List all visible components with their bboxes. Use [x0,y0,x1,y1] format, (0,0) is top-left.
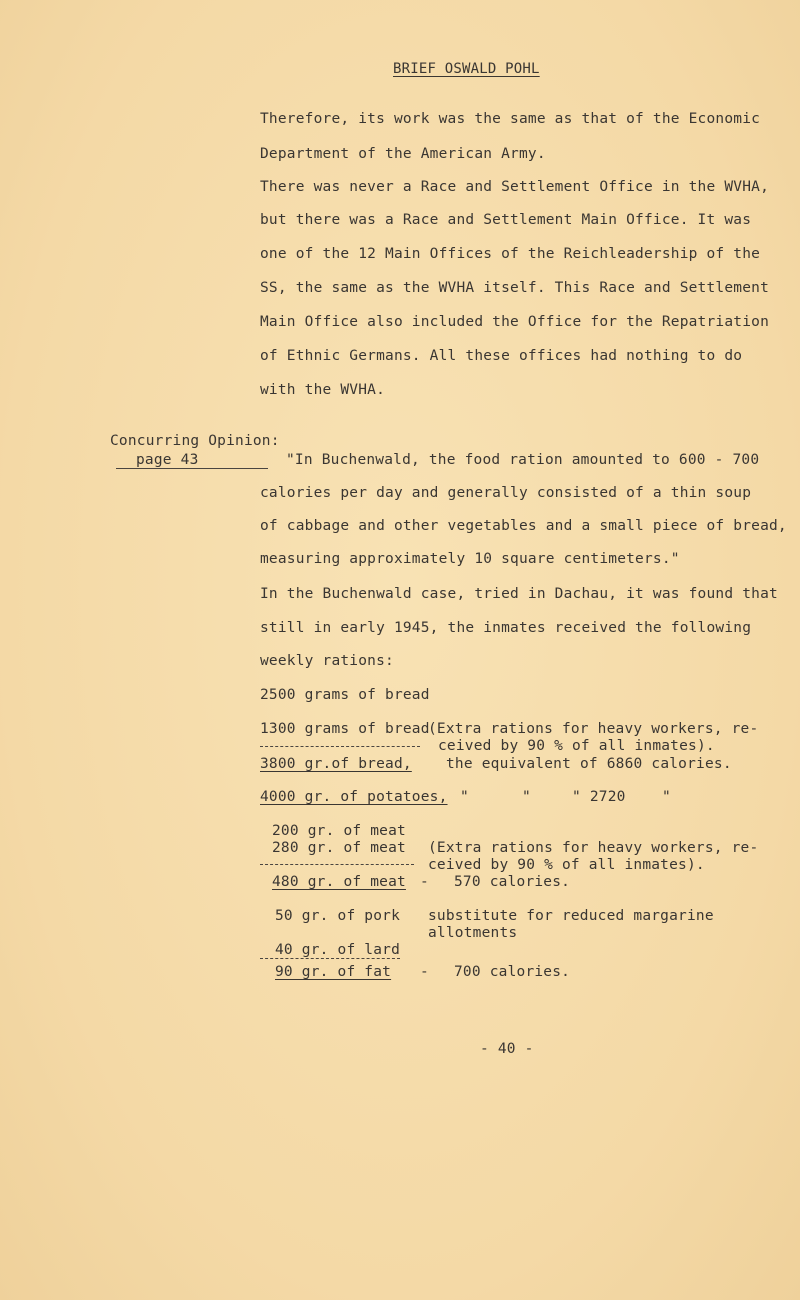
fat-equivalent: 700 calories. [454,964,571,980]
intro-line: There was never a Race and Settlement Office in the WVHA, [260,179,769,195]
bread-note-line-2: ceived by 90 % of all inmates). [438,738,715,754]
ration-meat-2: 280 gr. of meat [272,840,406,856]
intro-line: SS, the same as the WVHA itself. This Race and Settlement [260,280,769,296]
intro-line: but there was a Race and Settlement Main Office. It was [260,212,752,228]
ration-bread-2: 1300 grams of bread [260,721,430,737]
bread-note-line-1: (Extra rations for heavy workers, re- [428,721,759,737]
fat-dash: - [420,964,429,980]
page-reference-underline [116,468,268,469]
intro-line: of Ethnic Germans. All these offices had nothing to do [260,348,743,364]
ditto-mark: " [522,789,531,805]
page-number: - 40 - [480,1041,534,1057]
document-title: BRIEF OSWALD POHL [393,61,540,77]
quote-line: weekly rations: [260,653,394,669]
intro-line: Main Office also included the Office for the Repatriation [260,314,769,330]
meat-note-line-1: (Extra rations for heavy workers, re- [428,840,759,856]
page-reference: page 43 [136,452,199,468]
quote-line: In the Buchenwald case, tried in Dachau, it was found that [260,586,778,602]
meat-equivalent: 570 calories. [454,874,571,890]
pork-note-line-1: substitute for reduced margarine [428,908,714,924]
ration-lard: 40 gr. of lard [275,942,401,958]
meat-total: 480 gr. of meat [272,874,406,890]
quote-line: of cabbage and other vegetables and a small piece of bread, [260,518,787,534]
ditto-mark: " [460,789,469,805]
intro-line: with the WVHA. [260,382,386,398]
bread-equivalent: the equivalent of 6860 calories. [446,756,732,772]
ration-meat-1: 200 gr. of meat [272,823,406,839]
quote-line: calories per day and generally consisted of a thin soup [260,485,752,501]
fat-total: 90 gr. of fat [275,964,392,980]
intro-line: one of the 12 Main Offices of the Reichleadership of the [260,246,761,262]
ditto-mark: " [662,789,671,805]
ration-potatoes: 4000 gr. of potatoes, [260,789,448,805]
intro-line: Department of the American Army. [260,146,546,162]
bread-separator [260,746,420,747]
quote-line: measuring approximately 10 square centimeters." [260,551,680,567]
ration-bread-1: 2500 grams of bread [260,687,430,703]
meat-separator [260,864,414,865]
meat-note-line-2: ceived by 90 % of all inmates). [428,857,705,873]
ration-pork: 50 gr. of pork [275,908,401,924]
potato-calories: " 2720 [572,789,626,805]
intro-line: Therefore, its work was the same as that of the Economic [260,111,761,127]
quote-line: "In Buchenwald, the food ration amounted to 600 - 700 [286,452,760,468]
meat-dash: - [420,874,429,890]
pork-note-line-2: allotments [428,925,518,941]
quote-line: still in early 1945, the inmates received the following [260,620,752,636]
lard-underline [260,958,400,959]
bread-total: 3800 gr.of bread, [260,756,412,772]
concurring-label: Concurring Opinion: [110,433,280,449]
